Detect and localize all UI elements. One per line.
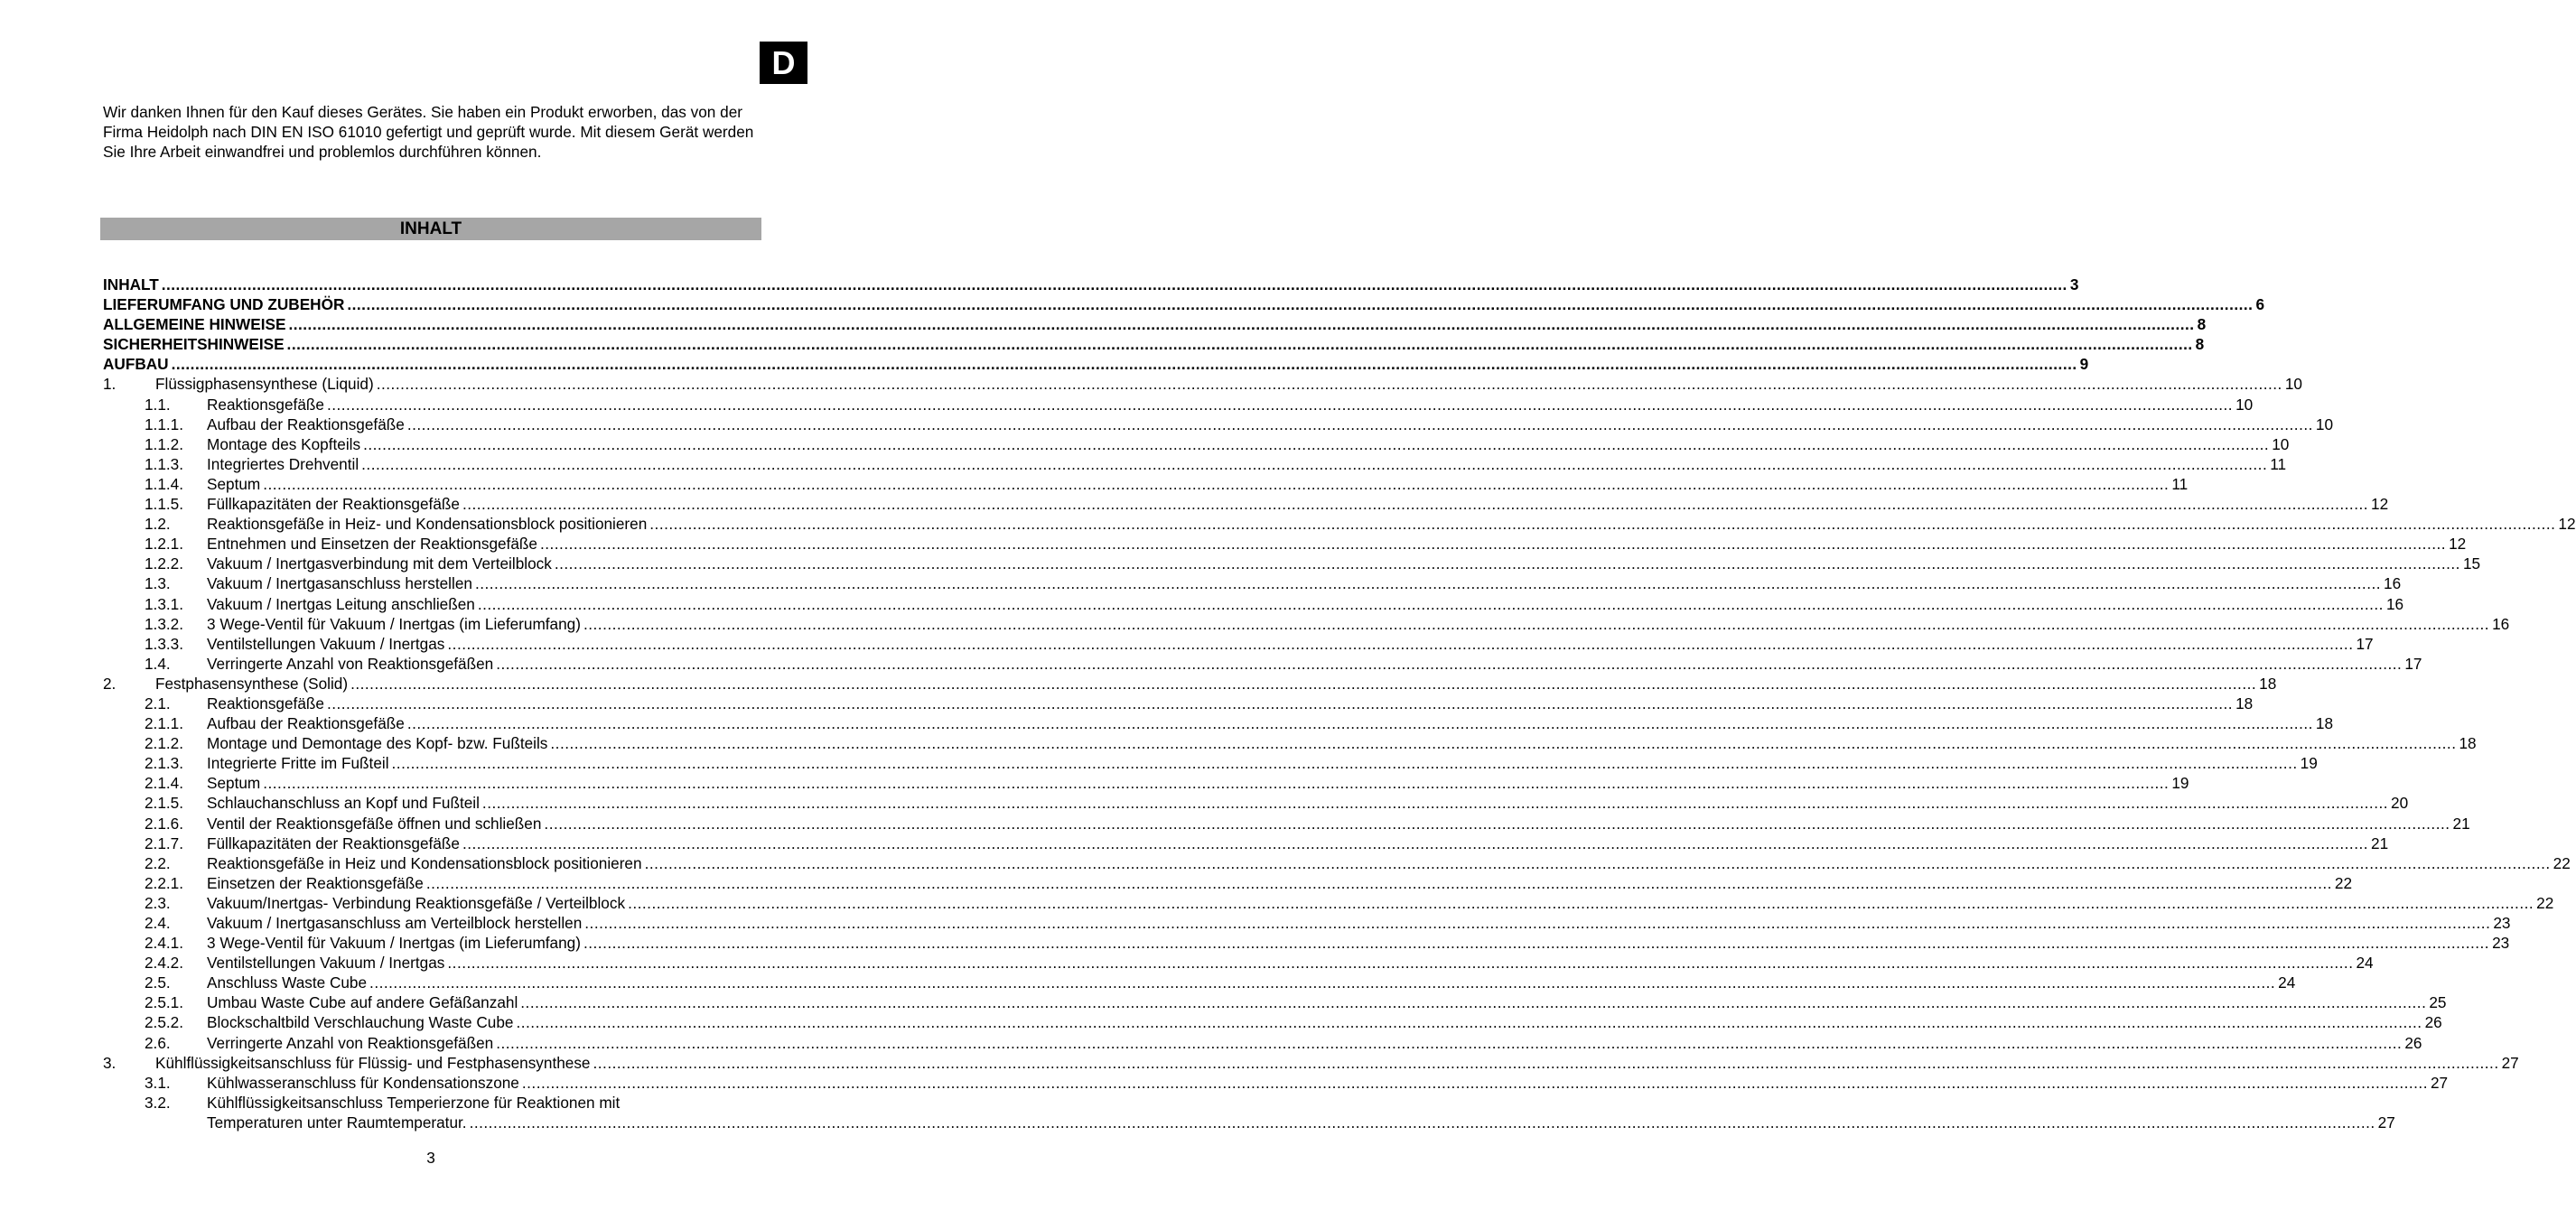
toc-entry-number: 2.4.2. — [145, 954, 184, 973]
toc-entry[interactable] — [103, 334, 2205, 354]
toc-entry-number: 1.3. — [145, 574, 171, 593]
toc-entry[interactable] — [103, 374, 2302, 394]
section-heading: INHALT — [100, 218, 761, 240]
toc-entry-page: 10 — [2315, 414, 2334, 433]
toc-entry[interactable] — [103, 793, 2409, 813]
toc-entry[interactable] — [103, 554, 2481, 573]
toc-dot-leader: ................................................................................................................................................................................................................................................................................................................................................................................................................ — [447, 634, 2354, 653]
toc-entry-page: 12 — [2558, 515, 2576, 534]
toc-entry-number: 1.1.3. — [145, 454, 184, 473]
toc-entry-page: 18 — [2459, 734, 2477, 753]
toc-dot-leader: ................................................................................................................................................................................................................................................................................................................................................................................................................ — [550, 734, 2457, 753]
toc-entry-page: 23 — [2492, 934, 2510, 953]
toc-dot-leader: ................................................................................................................................................................................................................................................................................................................................................................................................................ — [369, 973, 2276, 992]
toc-entry-title: Kühlflüssigkeitsanschluss Temperierzone für Reaktionen mit — [207, 1093, 621, 1112]
toc-dot-leader: ................................................................................................................................................................................................................................................................................................................................................................................................................ — [469, 1113, 2375, 1132]
toc-entry-number: 2.6. — [145, 1033, 171, 1052]
toc-entry-title: Montage und Demontage des Kopf- bzw. Fußteils — [207, 734, 548, 753]
toc-entry-title: Montage des Kopfteils — [207, 434, 361, 453]
toc-entry-number: 2.1. — [145, 694, 171, 712]
toc-entry[interactable] — [103, 534, 2467, 554]
toc-entry-title: Füllkapazitäten der Reaktionsgefäße — [207, 495, 460, 514]
toc-entry-number: 1.2.1. — [145, 535, 184, 554]
toc-entry-number: 1.1.5. — [145, 495, 184, 514]
toc-dot-leader: ................................................................................................................................................................................................................................................................................................................................................................................................................ — [477, 594, 2384, 613]
toc-entry-title: Vakuum / Inertgasanschluss herstellen — [207, 574, 472, 593]
toc-entry[interactable] — [103, 933, 2510, 953]
toc-entry[interactable] — [103, 414, 2334, 434]
toc-entry[interactable] — [103, 314, 2207, 334]
toc-entry-page: 9 — [2079, 355, 2089, 374]
toc-entry-title: Flüssigphasensynthese (Liquid) — [155, 375, 374, 394]
toc-entry-number: 3. — [103, 1053, 117, 1072]
toc-entry[interactable] — [103, 294, 2265, 314]
toc-entry-title: Verringerte Anzahl von Reaktionsgefäßen — [207, 654, 494, 673]
toc-dot-leader: ................................................................................................................................................................................................................................................................................................................................................................................................................ — [462, 834, 2369, 852]
toc-dot-leader: ................................................................................................................................................................................................................................................................................................................................................................................................................ — [628, 893, 2534, 912]
toc-entry-page: 8 — [2195, 335, 2205, 354]
toc-entry-page: 8 — [2197, 315, 2207, 334]
toc-entry-number: 2.1.1. — [145, 714, 184, 733]
toc-entry-number: 1.3.2. — [145, 614, 184, 633]
toc-entry-number: 1. — [103, 375, 117, 394]
toc-entry-title: Anschluss Waste Cube — [207, 973, 368, 992]
toc-entry-number: 2.3. — [145, 893, 171, 912]
toc-dot-leader: ................................................................................................................................................................................................................................................................................................................................................................................................................ — [496, 654, 2403, 673]
toc-dot-leader: ................................................................................................................................................................................................................................................................................................................................................................................................................ — [263, 774, 2170, 793]
toc-entry-title: Ventilstellungen Vakuum / Inertgas — [207, 634, 445, 653]
toc-entry-page: 27 — [2501, 1053, 2519, 1072]
toc-entry-title: Temperaturen unter Raumtemperatur. — [207, 1113, 467, 1132]
toc-entry-page: 22 — [2334, 873, 2353, 892]
toc-entry[interactable] — [103, 834, 2389, 853]
toc-entry-title: Septum — [207, 774, 261, 793]
toc-entry[interactable] — [103, 753, 2318, 773]
toc-entry-number: 2.4. — [145, 914, 171, 932]
toc-entry-title: Septum — [207, 474, 261, 493]
toc-entry-title: Verringerte Anzahl von Reaktionsgefäßen — [207, 1033, 494, 1052]
toc-dot-leader: ................................................................................................................................................................................................................................................................................................................................................................................................................ — [286, 335, 2193, 354]
toc-entry[interactable] — [103, 1113, 2395, 1132]
toc-entry-title: Reaktionsgefäße — [207, 395, 324, 414]
toc-entry-page: 22 — [2536, 893, 2554, 912]
toc-entry-title: Blockschaltbild Verschlauchung Waste Cube — [207, 1013, 514, 1032]
toc-entry[interactable] — [103, 674, 2277, 694]
toc-dot-leader: ................................................................................................................................................................................................................................................................................................................................................................................................................ — [171, 355, 2077, 374]
toc-entry-number: 2.2.1. — [145, 873, 184, 892]
toc-entry-page: 19 — [2171, 774, 2189, 793]
toc-entry-title: LIEFERUMFANG UND ZUBEHÖR — [103, 295, 345, 314]
toc-dot-leader: ................................................................................................................................................................................................................................................................................................................................................................................................................ — [447, 954, 2354, 973]
toc-entry-number: 2.1.3. — [145, 754, 184, 773]
toc-entry-title: Aufbau der Reaktionsgefäße — [207, 414, 405, 433]
toc-entry-page: 10 — [2284, 375, 2302, 394]
toc-entry-number: 1.1. — [145, 395, 171, 414]
toc-entry[interactable] — [103, 474, 2189, 494]
toc-entry-title: Reaktionsgefäße in Heiz und Kondensationsblock positionieren — [207, 853, 642, 872]
toc-dot-leader: ................................................................................................................................................................................................................................................................................................................................................................................................................ — [649, 515, 2556, 534]
toc-entry[interactable] — [103, 814, 2470, 834]
toc-dot-leader: ................................................................................................................................................................................................................................................................................................................................................................................................................ — [326, 395, 2234, 414]
toc-entry[interactable] — [103, 992, 2447, 1012]
toc-entry-page: 18 — [2315, 714, 2334, 733]
toc-entry[interactable] — [103, 953, 2374, 973]
toc-dot-leader: ................................................................................................................................................................................................................................................................................................................................................................................................................ — [376, 375, 2282, 394]
toc-entry-number: 1.1.4. — [145, 474, 184, 493]
toc-entry-number: 2.1.4. — [145, 774, 184, 793]
toc-entry-number: 1.2. — [145, 515, 171, 534]
toc-entry-page: 15 — [2462, 554, 2481, 573]
toc-entry[interactable] — [103, 1033, 2422, 1053]
table-of-contents — [103, 275, 2576, 1132]
toc-entry-page: 24 — [2356, 954, 2374, 973]
toc-entry[interactable] — [103, 1073, 2449, 1093]
toc-entry-page: 26 — [2424, 1013, 2442, 1032]
toc-entry[interactable] — [103, 434, 2290, 454]
toc-entry-title: Vakuum/Inertgas- Verbindung Reaktionsgefäße / Verteilblock — [207, 893, 626, 912]
toc-entry[interactable] — [103, 494, 2389, 514]
toc-entry-page: 21 — [2371, 834, 2389, 852]
toc-entry-number: 2.1.2. — [145, 734, 184, 753]
toc-entry[interactable] — [103, 654, 2422, 674]
toc-entry-page: 21 — [2452, 814, 2470, 833]
toc-entry-page: 10 — [2235, 395, 2254, 414]
toc-entry-title: Integrierte Fritte im Fußteil — [207, 754, 389, 773]
toc-entry-number: 2.5.2. — [145, 1013, 184, 1032]
toc-dot-leader: ................................................................................................................................................................................................................................................................................................................................................................................................................ — [363, 434, 2270, 453]
toc-dot-leader: ................................................................................................................................................................................................................................................................................................................................................................................................................ — [288, 315, 2195, 334]
toc-entry-title: Kühlwasseranschluss für Kondensationszone — [207, 1073, 519, 1092]
toc-entry[interactable] — [103, 733, 2477, 753]
toc-entry-page: 26 — [2404, 1033, 2422, 1052]
toc-dot-leader: ................................................................................................................................................................................................................................................................................................................................................................................................................ — [474, 574, 2382, 593]
toc-dot-leader: ................................................................................................................................................................................................................................................................................................................................................................................................................ — [161, 275, 2067, 293]
toc-dot-leader: ................................................................................................................................................................................................................................................................................................................................................................................................................ — [391, 754, 2298, 773]
toc-entry-number: 3.1. — [145, 1073, 171, 1092]
toc-entry[interactable] — [103, 973, 2296, 992]
toc-entry-title: Kühlflüssigkeitsanschluss für Flüssig- und Festphasensynthese — [155, 1053, 591, 1072]
toc-entry[interactable] — [103, 573, 2402, 593]
toc-entry[interactable] — [103, 713, 2334, 733]
toc-entry-page: 18 — [2235, 694, 2254, 712]
toc-dot-leader: ................................................................................................................................................................................................................................................................................................................................................................................................................ — [583, 934, 2490, 953]
toc-entry-title: Festphasensynthese (Solid) — [155, 674, 349, 693]
toc-entry[interactable] — [103, 634, 2374, 654]
toc-entry-number: 1.3.3. — [145, 634, 184, 653]
toc-entry-page: 19 — [2300, 754, 2318, 773]
toc-entry-number: 2.1.7. — [145, 834, 184, 852]
toc-entry-page: 12 — [2371, 495, 2389, 514]
toc-entry-page: 11 — [2270, 454, 2287, 473]
toc-dot-leader: ................................................................................................................................................................................................................................................................................................................................................................................................................ — [539, 535, 2447, 554]
toc-dot-leader: ................................................................................................................................................................................................................................................................................................................................................................................................................ — [263, 474, 2170, 493]
toc-dot-leader: ................................................................................................................................................................................................................................................................................................................................................................................................................ — [516, 1013, 2422, 1032]
toc-dot-leader: ................................................................................................................................................................................................................................................................................................................................................................................................................ — [350, 674, 2257, 693]
toc-entry-title: AUFBAU — [103, 355, 169, 374]
toc-dot-leader: ................................................................................................................................................................................................................................................................................................................................................................................................................ — [521, 1073, 2428, 1092]
toc-entry-title: INHALT — [103, 275, 159, 293]
toc-dot-leader: ................................................................................................................................................................................................................................................................................................................................................................................................................ — [544, 814, 2450, 833]
toc-entry[interactable] — [103, 873, 2353, 893]
toc-entry-page: 27 — [2377, 1113, 2395, 1132]
toc-entry-title: Integriertes Drehventil — [207, 454, 359, 473]
toc-entry-title: Ventilstellungen Vakuum / Inertgas — [207, 954, 445, 973]
toc-entry-number: 3.2. — [145, 1093, 171, 1112]
toc-dot-leader: ................................................................................................................................................................................................................................................................................................................................................................................................................ — [406, 714, 2313, 733]
toc-entry-number: 1.1.2. — [145, 434, 184, 453]
toc-entry[interactable] — [103, 514, 2576, 534]
toc-dot-leader: ................................................................................................................................................................................................................................................................................................................................................................................................................ — [361, 454, 2268, 473]
toc-entry-title: Aufbau der Reaktionsgefäße — [207, 714, 405, 733]
toc-entry-number: 1.2.2. — [145, 554, 184, 573]
toc-entry-title: Entnehmen und Einsetzen der Reaktionsgefäße — [207, 535, 537, 554]
toc-dot-leader: ................................................................................................................................................................................................................................................................................................................................................................................................................ — [481, 794, 2389, 813]
toc-entry-number: 2.1.6. — [145, 814, 184, 833]
toc-dot-leader: ................................................................................................................................................................................................................................................................................................................................................................................................................ — [326, 694, 2234, 712]
toc-dot-leader: ................................................................................................................................................................................................................................................................................................................................................................................................................ — [496, 1033, 2403, 1052]
intro-paragraph: Wir danken Ihnen für den Kauf dieses Gerätes. Sie haben ein Produkt erworben, das von der Firma Heidolph nach DIN EN ISO 61010 gefertigt und geprüft wurde. Mit diesem Gerät werden Sie Ihre Arbeit einwandfrei und problemlos durchführen können. — [103, 103, 754, 161]
language-badge: D — [760, 42, 807, 84]
toc-entry-page: 25 — [2429, 993, 2447, 1012]
toc-entry-title: Vakuum / Inertgasverbindung mit dem Verteilblock — [207, 554, 552, 573]
toc-entry[interactable] — [103, 1012, 2442, 1032]
toc-entry-title: Ventil der Reaktionsgefäße öffnen und schließen — [207, 814, 542, 833]
toc-entry[interactable] — [103, 395, 2254, 414]
toc-entry[interactable] — [103, 594, 2404, 614]
toc-entry-title: Vakuum / Inertgas Leitung anschließen — [207, 594, 475, 613]
toc-entry-page: 18 — [2259, 674, 2277, 693]
toc-entry-number: 2.2. — [145, 853, 171, 872]
toc-entry[interactable] — [103, 1053, 2519, 1073]
toc-entry-page: 20 — [2391, 794, 2409, 813]
toc-entry-page: 10 — [2272, 434, 2290, 453]
toc-entry[interactable] — [103, 773, 2189, 793]
toc-entry-page: 27 — [2430, 1073, 2449, 1092]
toc-dot-leader: ................................................................................................................................................................................................................................................................................................................................................................................................................ — [644, 853, 2551, 872]
toc-entry-title: Vakuum / Inertgasanschluss am Verteilblock herstellen — [207, 914, 583, 932]
toc-entry-title: Reaktionsgefäße — [207, 694, 324, 712]
toc-entry[interactable] — [103, 1093, 759, 1113]
toc-dot-leader: ................................................................................................................................................................................................................................................................................................................................................................................................................ — [520, 993, 2427, 1012]
toc-entry-number: 1.1.1. — [145, 414, 184, 433]
toc-entry-page: 16 — [2492, 614, 2510, 633]
toc-entry[interactable] — [103, 275, 2079, 294]
toc-entry-page: 3 — [2069, 275, 2079, 293]
toc-dot-leader: ................................................................................................................................................................................................................................................................................................................................................................................................................ — [593, 1053, 2499, 1072]
toc-entry-number: 2.5.1. — [145, 993, 184, 1012]
toc-entry[interactable] — [103, 893, 2554, 913]
toc-entry-title: ALLGEMEINE HINWEISE — [103, 315, 286, 334]
toc-entry-title: Schlauchanschluss an Kopf und Fußteil — [207, 794, 480, 813]
toc-entry[interactable] — [103, 913, 2511, 933]
toc-entry-number: 2.1.5. — [145, 794, 184, 813]
toc-entry-title: 3 Wege-Ventil für Vakuum / Inertgas (im Lieferumfang) — [207, 614, 581, 633]
toc-dot-leader: ................................................................................................................................................................................................................................................................................................................................................................................................................ — [583, 614, 2490, 633]
toc-entry-number: 2. — [103, 674, 117, 693]
page-number: 3 — [426, 1149, 435, 1167]
toc-entry-page: 11 — [2171, 474, 2189, 493]
toc-entry[interactable] — [103, 454, 2287, 474]
toc-dot-leader: ................................................................................................................................................................................................................................................................................................................................................................................................................ — [425, 873, 2332, 892]
toc-entry-title: Einsetzen der Reaktionsgefäße — [207, 873, 424, 892]
toc-entry-page: 17 — [2356, 634, 2374, 653]
toc-entry-title: Reaktionsgefäße in Heiz- und Kondensationsblock positionieren — [207, 515, 648, 534]
toc-entry[interactable] — [103, 853, 2571, 873]
toc-entry-number: 2.4.1. — [145, 934, 184, 953]
toc-entry-page: 24 — [2278, 973, 2296, 992]
toc-entry-title: SICHERHEITSHINWEISE — [103, 335, 285, 354]
toc-dot-leader: ................................................................................................................................................................................................................................................................................................................................................................................................................ — [584, 914, 2491, 932]
toc-entry-title: Füllkapazitäten der Reaktionsgefäße — [207, 834, 460, 852]
toc-dot-leader: ................................................................................................................................................................................................................................................................................................................................................................................................................ — [554, 554, 2460, 573]
toc-entry[interactable] — [103, 694, 2254, 713]
toc-entry-page: 16 — [2384, 574, 2402, 593]
toc-dot-leader: ................................................................................................................................................................................................................................................................................................................................................................................................................ — [462, 495, 2369, 514]
toc-entry-title: 3 Wege-Ventil für Vakuum / Inertgas (im Lieferumfang) — [207, 934, 581, 953]
toc-entry[interactable] — [103, 354, 2089, 374]
toc-entry-title: Umbau Waste Cube auf andere Gefäßanzahl — [207, 993, 518, 1012]
toc-dot-leader: ................................................................................................................................................................................................................................................................................................................................................................................................................ — [406, 414, 2313, 433]
toc-entry-number: 1.3.1. — [145, 594, 184, 613]
toc-dot-leader: ................................................................................................................................................................................................................................................................................................................................................................................................................ — [347, 295, 2254, 314]
toc-entry-page: 16 — [2385, 594, 2404, 613]
toc-entry-number: 2.5. — [145, 973, 171, 992]
toc-entry-page: 23 — [2493, 914, 2511, 932]
toc-entry-number: 1.4. — [145, 654, 171, 673]
toc-entry-page: 17 — [2404, 654, 2422, 673]
toc-entry-page: 6 — [2255, 295, 2265, 314]
toc-entry-page: 12 — [2449, 535, 2467, 554]
toc-entry[interactable] — [103, 614, 2510, 634]
toc-entry-page: 22 — [2553, 853, 2571, 872]
